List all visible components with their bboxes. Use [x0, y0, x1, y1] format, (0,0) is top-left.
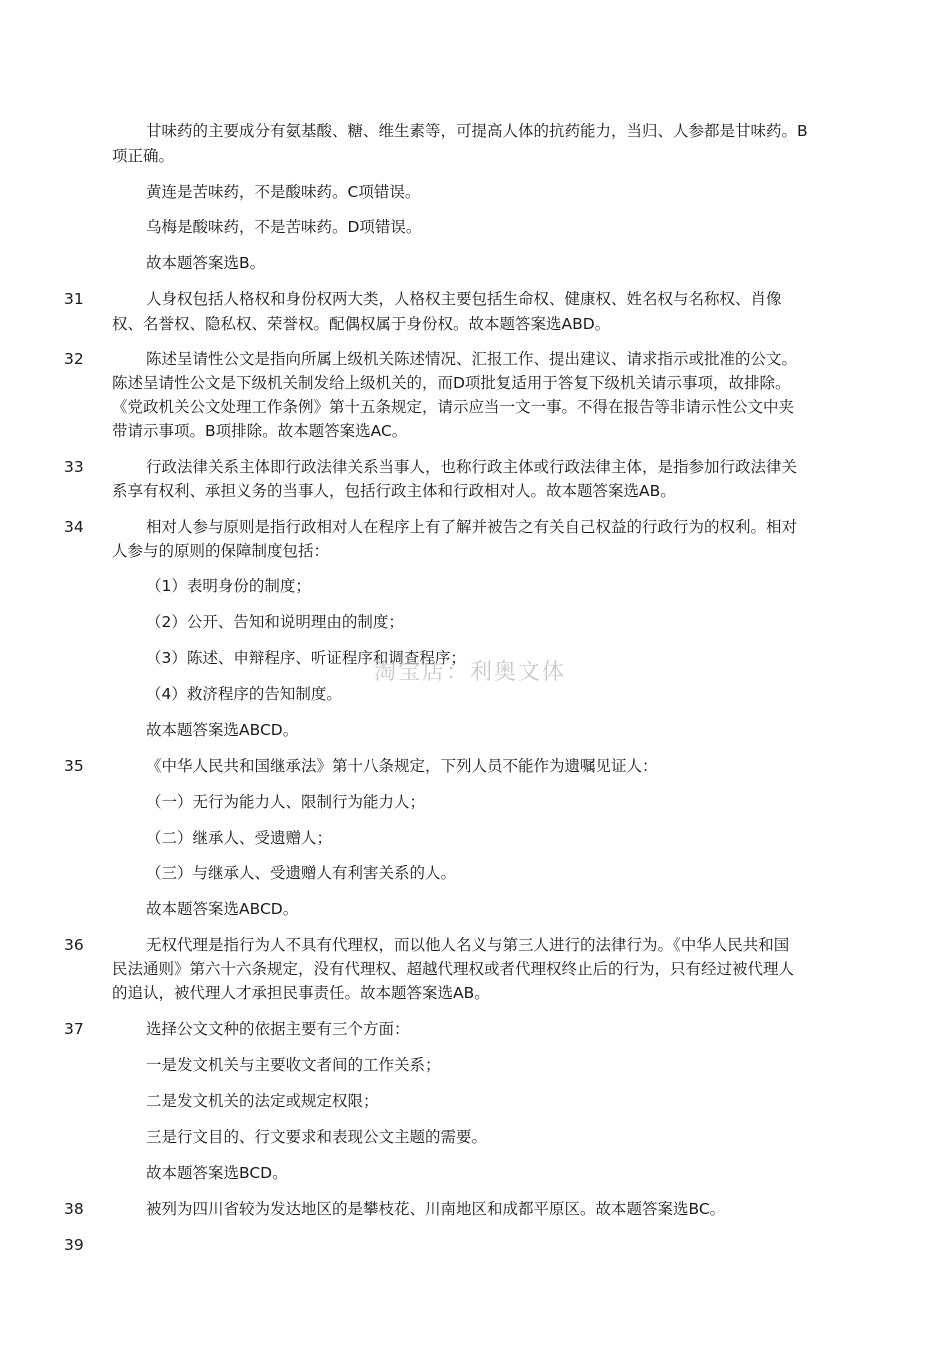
paragraph-line: 黄连是苦味药，不是酸味药。C项错误。	[146, 183, 421, 201]
answer-line: 故本题答案选ABCD。	[146, 721, 299, 739]
paragraph-line: 人身权包括人格权和身份权两大类，人格权主要包括生命权、健康权、姓名权与名称权、肖像	[146, 290, 782, 308]
paragraph-line: 无权代理是指行为人不具有代理权，而以他人名义与第三人进行的法律行为。《中华人民共和国	[146, 936, 790, 954]
watermark-text: 淘宝店：利奥文体	[374, 660, 567, 685]
paragraph-line: 的追认，被代理人才承担民事责任。故本题答案选AB。	[112, 984, 490, 1002]
answer-line: 故本题答案选BCD。	[146, 1164, 288, 1182]
paragraph-line: 系享有权利、承担义务的当事人，包括行政主体和行政相对人。故本题答案选AB。	[112, 482, 676, 500]
paragraph-line: 《中华人民共和国继承法》第十八条规定，下列人员不能作为遗嘱见证人：	[146, 757, 658, 775]
paragraph-line: 权、名誉权、隐私权、荣誉权。配偶权属于身份权。故本题答案选ABD。	[112, 315, 611, 333]
paragraph-line: 相对人参与原则是指行政相对人在程序上有了解并被告之有关自己权益的行政行为的权利。相对	[146, 518, 798, 536]
answer-line: 故本题答案选B。	[146, 254, 266, 272]
question-number: 39	[64, 1236, 84, 1254]
paragraph-line: 《党政机关公文处理工作条例》第十五条规定，请示应当一文一事。不得在报告等非请示性公文中夹	[112, 398, 795, 416]
question-number: 37	[64, 1020, 84, 1038]
question-number: 33	[64, 458, 84, 476]
list-item: （1）表明身份的制度；	[146, 577, 311, 595]
paragraph-line: 陈述呈请性公文是指向所属上级机关陈述情况、汇报工作、提出建议、请求指示或批准的公文。	[146, 350, 798, 368]
answer-line: 故本题答案选ABCD。	[146, 900, 299, 918]
paragraph-line: 带请示事项。B项排除。故本题答案选AC。	[112, 422, 408, 440]
paragraph-line: 民法通则》第六十六条规定，没有代理权、超越代理权或者代理权终止后的行为，只有经过被代理人	[112, 960, 795, 978]
paragraph-line: 人参与的原则的保障制度包括：	[112, 542, 330, 560]
paragraph-line: 甘味药的主要成分有氨基酸、糖、维生素等，可提高人体的抗药能力，当归、人参都是甘味药。B	[146, 122, 808, 140]
paragraph-line: 行政法律关系主体即行政法律关系当事人，也称行政主体或行政法律主体，是指参加行政法律关	[146, 458, 798, 476]
list-item: （一）无行为能力人、限制行为能力人；	[146, 793, 426, 811]
paragraph-line: 被列为四川省较为发达地区的是攀枝花、川南地区和成都平原区。故本题答案选BC。	[146, 1200, 726, 1218]
question-number: 35	[64, 757, 84, 775]
paragraph-line: 项正确。	[112, 147, 175, 165]
paragraph-line: 乌梅是酸味药，不是苦味药。D项错误。	[146, 218, 422, 236]
question-number: 34	[64, 518, 84, 536]
list-item: （2）公开、告知和说明理由的制度；	[146, 613, 404, 631]
list-item: 三是行文目的、行文要求和表现公文主题的需要。	[146, 1128, 488, 1146]
list-item: 一是发文机关与主要收文者间的工作关系；	[146, 1056, 441, 1074]
question-number: 38	[64, 1200, 84, 1218]
list-item: （4）救济程序的告知制度。	[146, 685, 342, 703]
list-item: （3）陈述、申辩程序、听证程序和调查程序；	[146, 649, 466, 667]
question-number: 36	[64, 936, 84, 954]
list-item: （二）继承人、受遗赠人；	[146, 829, 333, 847]
list-item: 二是发文机关的法定或规定权限；	[146, 1092, 379, 1110]
paragraph-line: 陈述呈请性公文是下级机关制发给上级机关的，而D项批复适用于答复下级机关请示事项，故排除。	[112, 374, 791, 392]
question-number: 32	[64, 350, 84, 368]
list-item: （三）与继承人、受遗赠人有利害关系的人。	[146, 864, 457, 882]
question-number: 31	[64, 290, 84, 308]
paragraph-line: 选择公文文种的依据主要有三个方面：	[146, 1020, 410, 1038]
